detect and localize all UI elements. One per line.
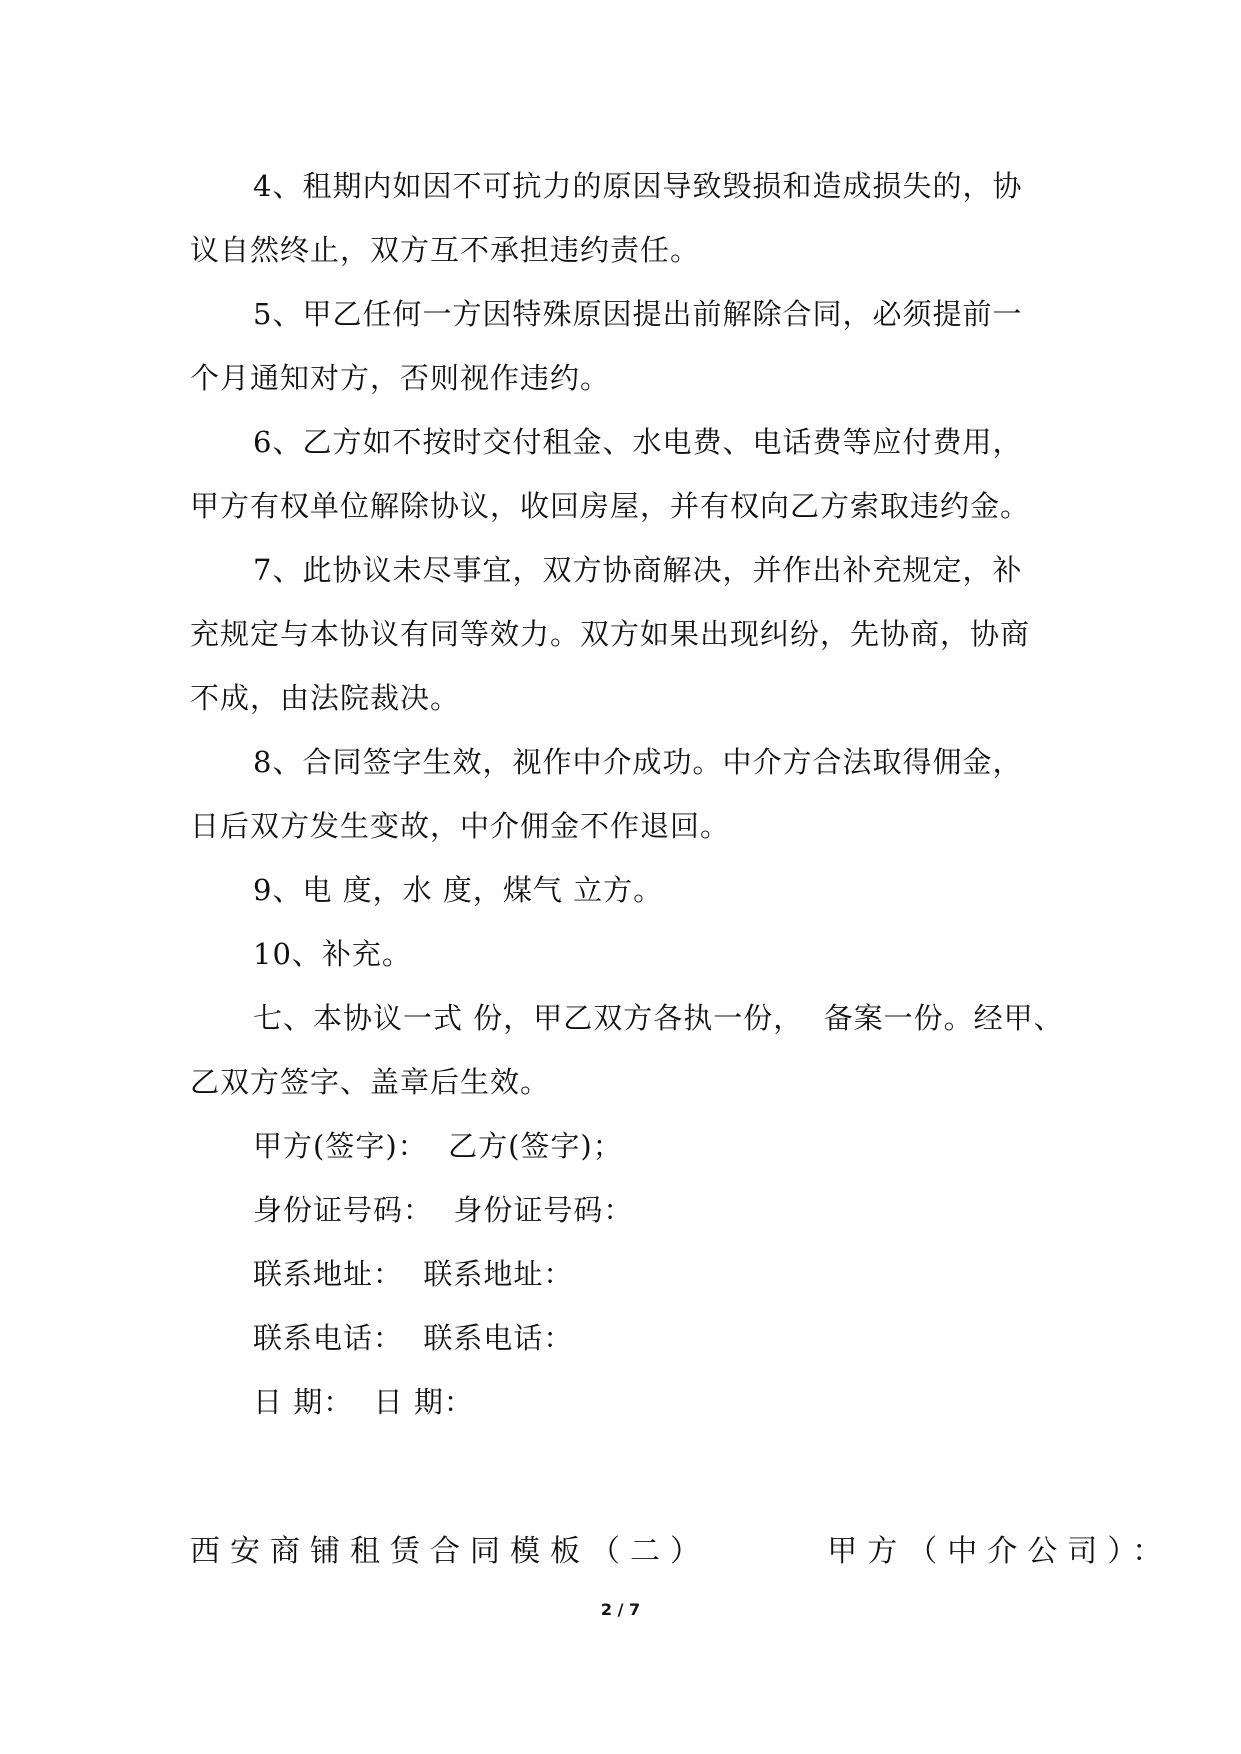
clause-8-line-1: 8、合同签字生效，视作中介成功。中介方合法取得佣金，: [253, 745, 1023, 779]
signature-line: 甲方(签字)： 乙方(签字)；: [253, 1129, 623, 1163]
next-section-title: 西安商铺租赁合同模板（二） 甲方（中介公司）：: [190, 1534, 1173, 1569]
clause-seven-line-2: 乙双方签字、盖章后生效。: [190, 1065, 551, 1099]
phone-line: 联系电话： 联系电话：: [253, 1321, 574, 1355]
clause-8-line-2: 日后双方发生变故，中介佣金不作退回。: [190, 809, 731, 843]
clause-9: 9、电 度，水 度，煤气 立方。: [253, 873, 664, 907]
clause-7-line-2: 充规定与本协议有同等效力。双方如果出现纠纷，先协商，协商: [190, 617, 1031, 651]
clause-seven-line-1: 七、本协议一式 份，甲乙双方各执一份， 备案一份。经甲、: [253, 1001, 1064, 1035]
address-line: 联系地址： 联系地址：: [253, 1257, 574, 1291]
clause-6-line-2: 甲方有权单位解除协议，收回房屋，并有权向乙方索取违约金。: [190, 489, 1031, 523]
clause-5-line-1: 5、甲乙任何一方因特殊原因提出前解除合同，必须提前一: [253, 297, 1023, 331]
clause-4-line-1: 4、租期内如因不可抗力的原因导致毁损和造成损失的，协: [253, 169, 1023, 203]
clause-10: 10、补充。: [253, 937, 412, 971]
clause-7-line-3: 不成，由法院裁决。: [190, 681, 461, 715]
clause-5-line-2: 个月通知对方，否则视作违约。: [190, 361, 611, 395]
clause-7-line-1: 7、此协议未尽事宜，双方协商解决，并作出补充规定，补: [253, 553, 1023, 587]
clause-4-line-2: 议自然终止，双方互不承担违约责任。: [190, 233, 701, 267]
clause-6-line-1: 6、乙方如不按时交付租金、水电费、电话费等应付费用，: [253, 425, 1023, 459]
date-line: 日 期： 日 期：: [253, 1385, 474, 1419]
page-number: 2 / 7: [600, 1600, 641, 1619]
id-number-line: 身份证号码： 身份证号码：: [253, 1193, 634, 1227]
